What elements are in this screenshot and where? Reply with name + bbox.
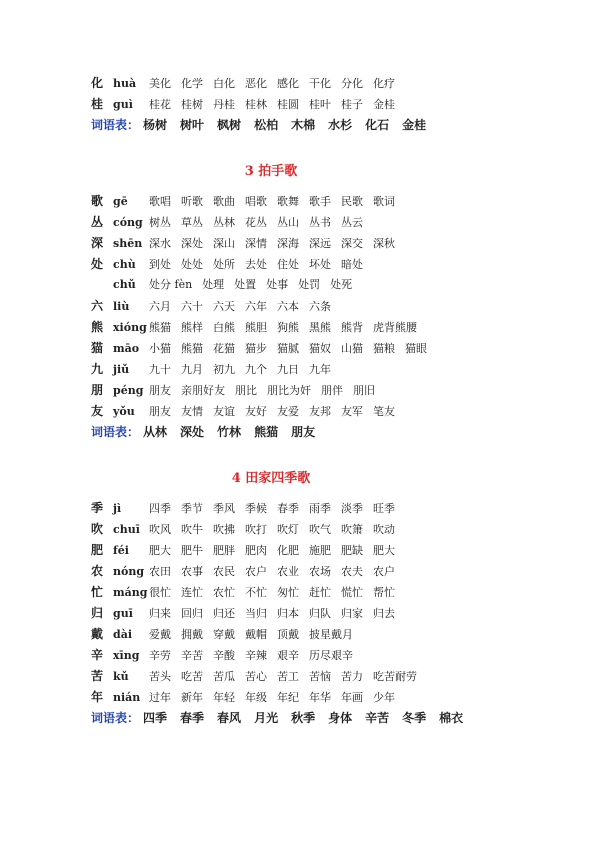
- word: 花猫: [213, 342, 235, 355]
- vocab-words: [143, 116, 426, 133]
- character: 辛: [91, 648, 104, 662]
- word: 农忙: [213, 586, 235, 599]
- char-row: [91, 402, 571, 423]
- pinyin: jiǔ: [113, 363, 130, 376]
- word: 爱戴: [149, 628, 171, 641]
- vocab-word: 竹林: [217, 425, 242, 439]
- word: 肥肉: [245, 544, 267, 557]
- word: 吹拂: [213, 523, 235, 536]
- word: 帮忙: [373, 586, 395, 599]
- word: 吃苦: [181, 670, 203, 683]
- document-page: [91, 74, 571, 731]
- char-row: [91, 234, 571, 255]
- word: 农民: [213, 565, 235, 578]
- word: 歌曲: [213, 195, 235, 208]
- vocab-word: 月光: [254, 711, 279, 725]
- vocab-word: 金桂: [402, 118, 427, 132]
- vocab-word: 水杉: [328, 118, 353, 132]
- vocab-label: 词语表：: [91, 711, 140, 725]
- vocab-list: [91, 423, 571, 445]
- word: 唱歌: [245, 195, 267, 208]
- word: 赶忙: [309, 586, 331, 599]
- word: 友情: [181, 405, 203, 418]
- word: 归家: [341, 607, 363, 620]
- word: 深水: [149, 237, 171, 250]
- char-row: [91, 583, 571, 604]
- word: 恶化: [245, 77, 267, 90]
- word: 吃苦耐劳: [373, 670, 417, 683]
- word: 年纪: [277, 691, 299, 704]
- word: 草丛: [181, 216, 203, 229]
- pinyin: máng: [113, 586, 148, 599]
- word-list: [149, 214, 363, 230]
- word: 感化: [277, 77, 299, 90]
- character: 吹: [91, 522, 104, 536]
- pinyin: shēn: [113, 237, 143, 250]
- pinyin: kǔ: [113, 670, 129, 683]
- word: 去处: [245, 258, 267, 271]
- word: 旺季: [373, 502, 395, 515]
- word-list: [149, 276, 352, 292]
- word-list: [149, 361, 331, 377]
- word: 苦工: [277, 670, 299, 683]
- character: 季: [91, 501, 104, 515]
- vocab-word: 熊猫: [254, 425, 279, 439]
- word: 肥大: [149, 544, 171, 557]
- pinyin: nián: [113, 691, 141, 704]
- pinyin: yǒu: [113, 405, 135, 418]
- word-list: [149, 319, 417, 335]
- word: 肥大: [373, 544, 395, 557]
- word: 丹桂: [213, 98, 235, 111]
- pinyin: liù: [113, 300, 130, 313]
- word-list: [149, 500, 395, 516]
- word: 丛林: [213, 216, 235, 229]
- vocab-word: 树叶: [180, 118, 205, 132]
- word: 桂树: [181, 98, 203, 111]
- vocab-word: 棉衣: [439, 711, 464, 725]
- word: 住处: [277, 258, 299, 271]
- word: 朋比为奸: [267, 384, 311, 397]
- character: 苦: [91, 669, 104, 683]
- word-list: [149, 605, 395, 621]
- word: 处罚: [298, 278, 321, 291]
- word: 戴帽: [245, 628, 267, 641]
- word: 朋友: [149, 384, 171, 397]
- word: 处事: [266, 278, 289, 291]
- vocab-word: 冬季: [402, 711, 427, 725]
- word: 桂子: [341, 98, 363, 111]
- pinyin: xīng: [113, 649, 140, 662]
- char-row: [91, 255, 571, 276]
- word: 连忙: [181, 586, 203, 599]
- character: 丛: [91, 215, 104, 229]
- word: 黑熊: [309, 321, 331, 334]
- vocab-list: [91, 709, 571, 731]
- word: 归队: [309, 607, 331, 620]
- char-row: [91, 625, 571, 646]
- word: 熊胆: [245, 321, 267, 334]
- character: 农: [91, 564, 104, 578]
- vocab-words: [143, 423, 315, 440]
- word: 桂叶: [309, 98, 331, 111]
- word: 四季: [149, 502, 171, 515]
- word: 猫粮: [373, 342, 395, 355]
- word: 辛劳: [149, 649, 171, 662]
- top-rows: [91, 74, 571, 116]
- pinyin: péng: [113, 384, 144, 397]
- char-row: [91, 192, 571, 213]
- word: 苦恼: [309, 670, 331, 683]
- character: 处: [91, 257, 104, 271]
- word: 归去: [373, 607, 395, 620]
- char-row: [91, 381, 571, 402]
- char-row: [91, 667, 571, 688]
- word: 淡季: [341, 502, 363, 515]
- word: 肥胖: [213, 544, 235, 557]
- word: 拥戴: [181, 628, 203, 641]
- word: 友爱: [277, 405, 299, 418]
- character: 归: [91, 606, 104, 620]
- vocab-word: 身体: [328, 711, 353, 725]
- word: 辛辣: [245, 649, 267, 662]
- word-list: [149, 193, 395, 209]
- char-row: [91, 318, 571, 339]
- vocab-word: 深处: [180, 425, 205, 439]
- word: 九年: [309, 363, 331, 376]
- word: 深山: [213, 237, 235, 250]
- word: 初九: [213, 363, 235, 376]
- word: 艰辛: [277, 649, 299, 662]
- word: 吹灯: [277, 523, 299, 536]
- word: 年级: [245, 691, 267, 704]
- word: 深秋: [373, 237, 395, 250]
- word: 虎背熊腰: [373, 321, 417, 334]
- character: 忙: [91, 585, 104, 599]
- word: 归来: [149, 607, 171, 620]
- word: 年轻: [213, 691, 235, 704]
- word: 很忙: [149, 586, 171, 599]
- word: 苦心: [245, 670, 267, 683]
- word: 吹打: [245, 523, 267, 536]
- word: 金桂: [373, 98, 395, 111]
- word: 白化: [213, 77, 235, 90]
- word: 历尽艰辛: [309, 649, 353, 662]
- word: 友邦: [309, 405, 331, 418]
- word: 吹气: [309, 523, 331, 536]
- char-row: [91, 604, 571, 625]
- word: 友谊: [213, 405, 235, 418]
- word: 笔友: [373, 405, 395, 418]
- character: 年: [91, 690, 104, 704]
- vocab-word: 辛苦: [365, 711, 390, 725]
- char-row: [91, 213, 571, 234]
- word-list: [149, 584, 395, 600]
- word: 狗熊: [277, 321, 299, 334]
- pinyin: gē: [113, 195, 128, 208]
- char-row: [91, 688, 571, 709]
- word: 化疗: [373, 77, 395, 90]
- pinyin: nóng: [113, 565, 145, 578]
- word: 处所: [213, 258, 235, 271]
- word: 苦力: [341, 670, 363, 683]
- word: 六本: [277, 300, 299, 313]
- word: 白熊: [213, 321, 235, 334]
- vocab-word: 从林: [143, 425, 168, 439]
- char-row: [91, 360, 571, 381]
- word-list: [149, 75, 395, 91]
- word: 民歌: [341, 195, 363, 208]
- pinyin: guī: [113, 607, 133, 620]
- word: 施肥: [309, 544, 331, 557]
- word: 暗处: [341, 258, 363, 271]
- word: 化肥: [277, 544, 299, 557]
- word: 桂林: [245, 98, 267, 111]
- word: 农田: [149, 565, 171, 578]
- word: 美化: [149, 77, 171, 90]
- word: 年画: [341, 691, 363, 704]
- character: 朋: [91, 383, 104, 397]
- word: 丛云: [341, 216, 363, 229]
- word: 季风: [213, 502, 235, 515]
- vocab-word: 松柏: [254, 118, 279, 132]
- word: 披星戴月: [309, 628, 353, 641]
- vocab-word: 木棉: [291, 118, 316, 132]
- section-rows: [91, 499, 571, 709]
- word: 友好: [245, 405, 267, 418]
- word: 朋友: [149, 405, 171, 418]
- vocab-word: 朋友: [291, 425, 316, 439]
- word: 过年: [149, 691, 171, 704]
- word: 干化: [309, 77, 331, 90]
- word-list: [149, 340, 427, 356]
- char-row: [91, 339, 571, 360]
- word: 六天: [213, 300, 235, 313]
- word-list: [149, 689, 395, 705]
- word: 猫腻: [277, 342, 299, 355]
- pinyin: dài: [113, 628, 132, 641]
- word: 肥牛: [181, 544, 203, 557]
- section-title: 4 田家四季歌: [231, 471, 311, 486]
- word: 听歌: [181, 195, 203, 208]
- word: 处分 fèn: [149, 278, 193, 291]
- word-list: [149, 403, 395, 419]
- character: 化: [91, 76, 104, 90]
- word: 农户: [373, 565, 395, 578]
- char-row: [91, 562, 571, 583]
- word: 当归: [245, 607, 267, 620]
- vocab-word: 秋季: [291, 711, 316, 725]
- word: 春季: [277, 502, 299, 515]
- word: 熊猫: [149, 321, 171, 334]
- word: 桂圆: [277, 98, 299, 111]
- character: 友: [91, 404, 104, 418]
- word: 歌唱: [149, 195, 171, 208]
- word: 树丛: [149, 216, 171, 229]
- word-list: [149, 626, 353, 642]
- word: 桂花: [149, 98, 171, 111]
- word: 深处: [181, 237, 203, 250]
- word: 肥缺: [341, 544, 363, 557]
- pinyin: chù: [113, 258, 136, 271]
- word-list: [149, 235, 395, 251]
- char-row: [91, 541, 571, 562]
- word: 农夫: [341, 565, 363, 578]
- char-row: [91, 95, 571, 116]
- word-list: [149, 542, 395, 558]
- section-rows: [91, 192, 571, 423]
- word: 花丛: [245, 216, 267, 229]
- vocab-words: [143, 709, 463, 726]
- char-row: [91, 499, 571, 520]
- character: 深: [91, 236, 104, 250]
- pinyin: xióng: [113, 321, 147, 334]
- word: 朋旧: [353, 384, 375, 397]
- pinyin: māo: [113, 342, 140, 355]
- word: 熊猫: [181, 342, 203, 355]
- word: 农事: [181, 565, 203, 578]
- word: 深远: [309, 237, 331, 250]
- character: 肥: [91, 543, 104, 557]
- vocab-label: 词语表：: [91, 425, 140, 439]
- word: 穿戴: [213, 628, 235, 641]
- word: 六年: [245, 300, 267, 313]
- word: 深交: [341, 237, 363, 250]
- word-list: [149, 382, 375, 398]
- word: 六条: [309, 300, 331, 313]
- word: 九月: [181, 363, 203, 376]
- word: 慌忙: [341, 586, 363, 599]
- word: 六月: [149, 300, 171, 313]
- word: 顶戴: [277, 628, 299, 641]
- pinyin: chuī: [113, 523, 140, 536]
- word: 归还: [213, 607, 235, 620]
- word: 辛酸: [213, 649, 235, 662]
- word: 九十: [149, 363, 171, 376]
- word: 山猫: [341, 342, 363, 355]
- char-row: [91, 276, 571, 297]
- word: 歌舞: [277, 195, 299, 208]
- word-list: [149, 256, 363, 272]
- word: 年华: [309, 691, 331, 704]
- word: 吹动: [373, 523, 395, 536]
- word: 吹牛: [181, 523, 203, 536]
- pinyin: féi: [113, 544, 129, 557]
- word: 雨季: [309, 502, 331, 515]
- character: 熊: [91, 320, 104, 334]
- pinyin: cóng: [113, 216, 143, 229]
- word: 朋比: [235, 384, 257, 397]
- word: 季候: [245, 502, 267, 515]
- word: 处理: [202, 278, 225, 291]
- pinyin: guì: [113, 98, 133, 111]
- vocab-label: 词语表：: [91, 118, 140, 132]
- word: 九日: [277, 363, 299, 376]
- word: 丛山: [277, 216, 299, 229]
- word: 六十: [181, 300, 203, 313]
- word-list: [149, 96, 395, 112]
- word: 熊样: [181, 321, 203, 334]
- word: 丛书: [309, 216, 331, 229]
- word: 友军: [341, 405, 363, 418]
- char-row: [91, 520, 571, 541]
- character: 猫: [91, 341, 104, 355]
- character: 戴: [91, 627, 104, 641]
- word: 熊背: [341, 321, 363, 334]
- word: 吹箫: [341, 523, 363, 536]
- word: 到处: [149, 258, 171, 271]
- word: 吹风: [149, 523, 171, 536]
- word: 少年: [373, 691, 395, 704]
- vocab-word: 春季: [180, 711, 205, 725]
- section-title: 3 拍手歌: [244, 164, 298, 179]
- character: 九: [91, 362, 104, 376]
- char-row: [91, 646, 571, 667]
- word: 处置: [234, 278, 257, 291]
- char-row: [91, 297, 571, 318]
- word: 歌手: [309, 195, 331, 208]
- word: 朋伴: [321, 384, 343, 397]
- word: 化学: [181, 77, 203, 90]
- pinyin: jì: [113, 502, 122, 515]
- word: 猫奴: [309, 342, 331, 355]
- vocab-word: 四季: [143, 711, 168, 725]
- character: 歌: [91, 194, 104, 208]
- word: 猫眼: [405, 342, 427, 355]
- word: 深海: [277, 237, 299, 250]
- word: 农业: [277, 565, 299, 578]
- word: 九个: [245, 363, 267, 376]
- vocab-word: 枫树: [217, 118, 242, 132]
- word: 处处: [181, 258, 203, 271]
- word: 归本: [277, 607, 299, 620]
- vocab-word: 春风: [217, 711, 242, 725]
- word: 农户: [245, 565, 267, 578]
- word-list: [149, 521, 395, 537]
- word: 回归: [181, 607, 203, 620]
- word-list: [149, 668, 417, 684]
- character: 六: [91, 299, 104, 313]
- word: 猫步: [245, 342, 267, 355]
- word-list: [149, 298, 331, 314]
- char-row: [91, 74, 571, 95]
- vocab-word: 化石: [365, 118, 390, 132]
- character: 桂: [91, 97, 104, 111]
- word: 苦头: [149, 670, 171, 683]
- word: 分化: [341, 77, 363, 90]
- word: 苦瓜: [213, 670, 235, 683]
- pinyin: chǔ: [113, 278, 136, 291]
- word: 小猫: [149, 342, 171, 355]
- word: 处死: [330, 278, 353, 291]
- word-list: [149, 647, 353, 663]
- word: 不忙: [245, 586, 267, 599]
- pinyin: huà: [113, 77, 137, 90]
- word: 深情: [245, 237, 267, 250]
- vocab-word: 杨树: [143, 118, 168, 132]
- word: 匆忙: [277, 586, 299, 599]
- word: 农场: [309, 565, 331, 578]
- word: 季节: [181, 502, 203, 515]
- word: 坏处: [309, 258, 331, 271]
- word-list: [149, 563, 395, 579]
- vocab-list: [91, 116, 571, 138]
- word: 歌词: [373, 195, 395, 208]
- word: 新年: [181, 691, 203, 704]
- word: 辛苦: [181, 649, 203, 662]
- word: 亲朋好友: [181, 384, 225, 397]
